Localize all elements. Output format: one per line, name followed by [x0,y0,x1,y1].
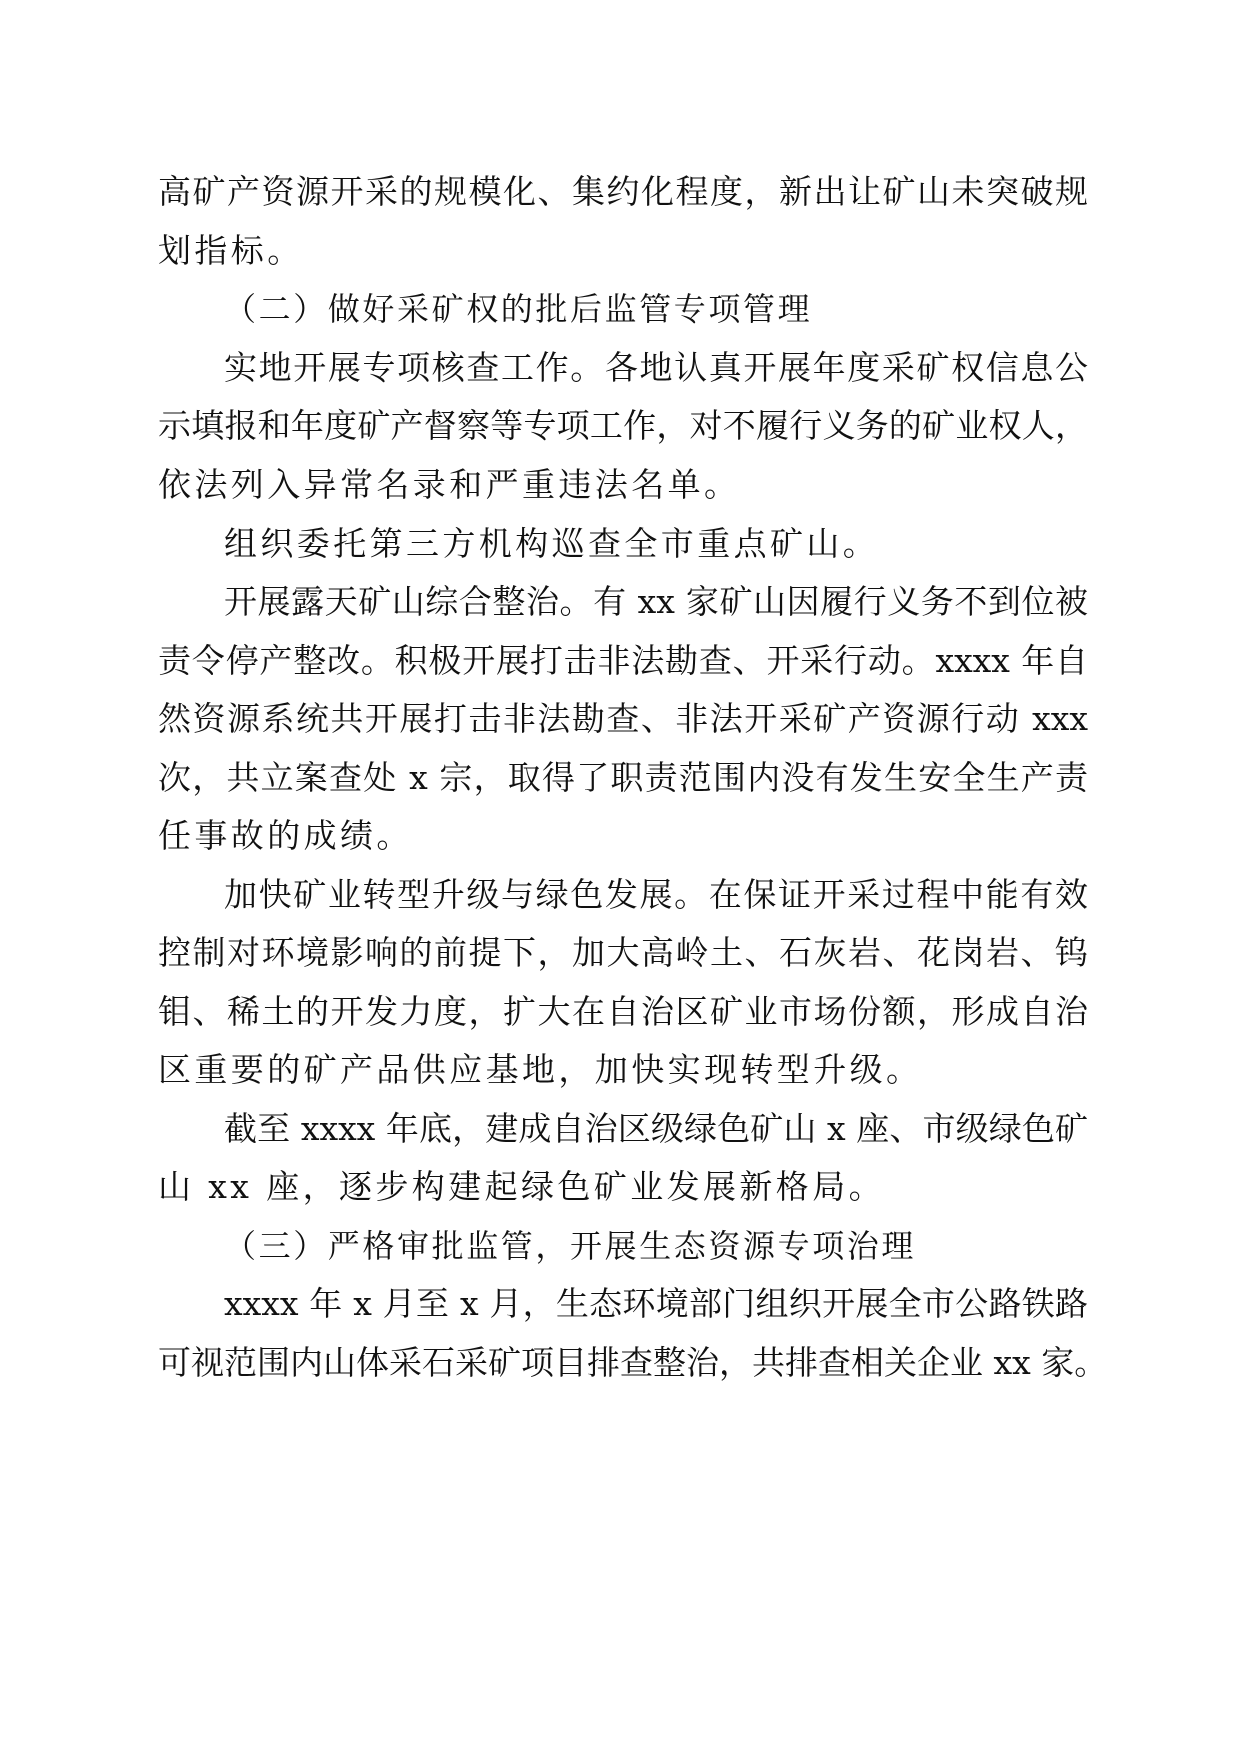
section-heading-3: （三）严格审批监管，开展生态资源专项治理 [224,1227,917,1265]
paragraph-line: 截至 xxxx 年底，建成自治区级绿色矿山 x 座、市级绿色矿 [224,1109,1088,1148]
paragraph-line: 开展露天矿山综合整治。有 xx 家矿山因履行义务不到位被 [224,582,1088,621]
paragraph-line: 示填报和年度矿产督察等专项工作，对不履行义务的矿业权人， [158,406,1088,445]
paragraph-line: 控制对环境影响的前提下，加大高岭土、石灰岩、花岗岩、钨 [158,933,1088,972]
paragraph-line: 可视范围内山体采石采矿项目排查整治，共排查相关企业 xx 家。 [158,1343,1108,1382]
paragraph-line: 区重要的矿产品供应基地，加快实现转型升级。 [158,1050,923,1089]
paragraph-line: 高矿产资源开采的规模化、集约化程度，新出让矿山未突破规 [158,172,1088,211]
paragraph-line: 山 xx 座，逐步构建起绿色矿业发展新格局。 [158,1167,886,1206]
paragraph-line: 组织委托第三方机构巡查全市重点矿山。 [224,524,880,563]
paragraph-line: 然资源系统共开展打击非法勘查、非法开采矿产资源行动 xxx [158,699,1088,738]
paragraph-line: 责令停产整改。积极开展打击非法勘查、开采行动。xxxx 年自 [158,641,1088,680]
paragraph-line: 加快矿业转型升级与绿色发展。在保证开采过程中能有效 [224,875,1088,914]
paragraph-line: 次，共立案查处 x 宗，取得了职责范围内没有发生安全生产责 [158,758,1088,797]
section-heading-2: （二）做好采矿权的批后监管专项管理 [224,290,813,328]
paragraph-line: 钼、稀土的开发力度，扩大在自治区矿业市场份额，形成自治 [158,992,1088,1031]
paragraph-line: 任事故的成绩。 [158,816,413,855]
paragraph-line: 依法列入异常名录和严重违法名单。 [158,465,741,504]
paragraph-line: 划指标。 [158,231,304,270]
paragraph-line: xxxx 年 x 月至 x 月，生态环境部门组织开展全市公路铁路 [224,1284,1088,1323]
paragraph-line: 实地开展专项核查工作。各地认真开展年度采矿权信息公 [224,348,1088,387]
